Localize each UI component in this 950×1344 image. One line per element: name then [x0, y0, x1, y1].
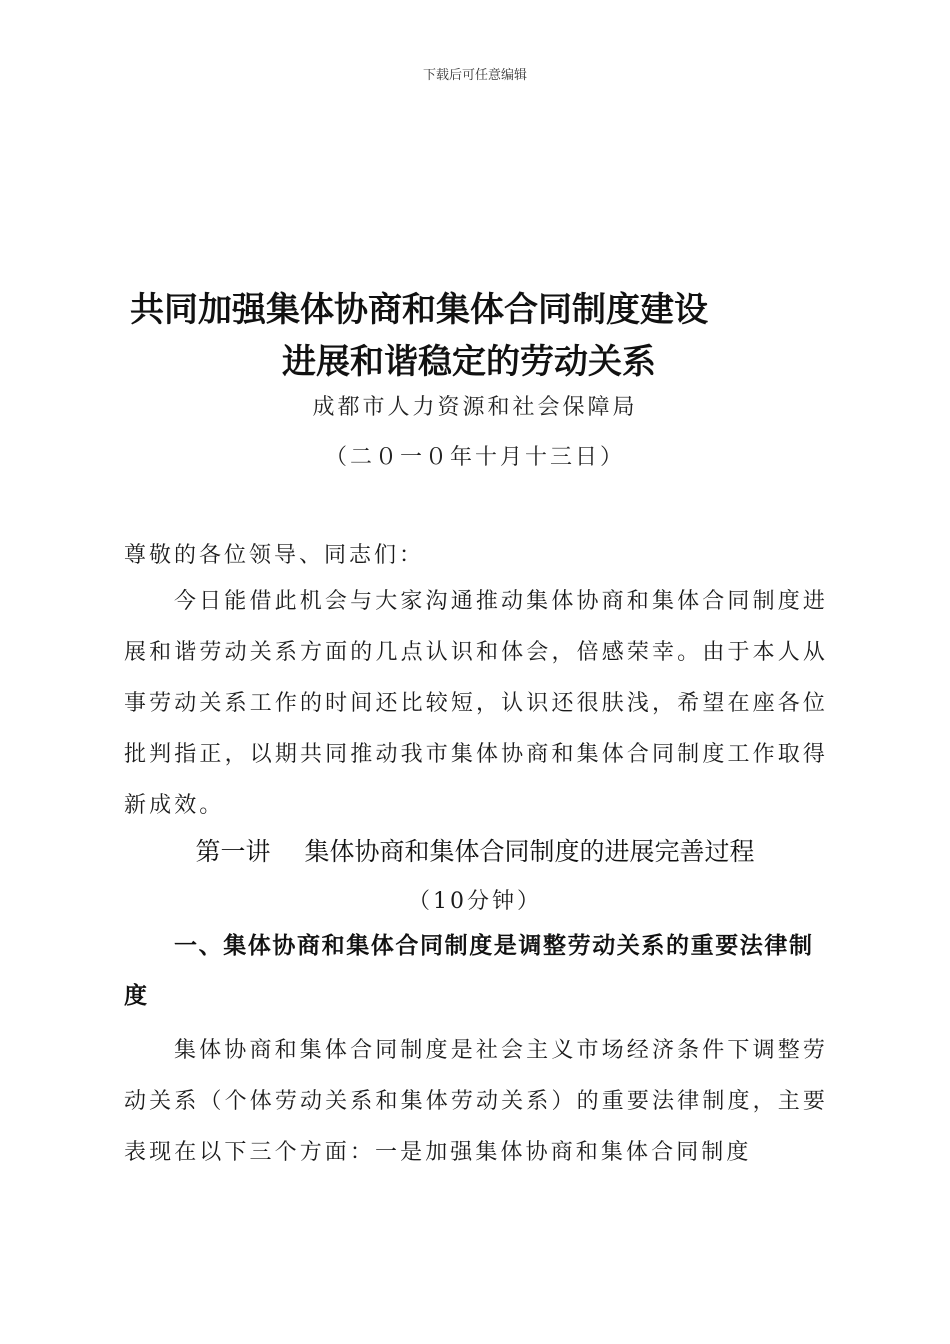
document-title-line-2: 进展和谐稳定的劳动关系	[282, 342, 656, 382]
section-body-paragraph: 集体协商和集体合同制度是社会主义市场经济条件下调整劳动关系（个体劳动关系和集体劳动关系）的重要法律制度，主要表现在以下三个方面：一是加强集体协商和集体合同制度	[124, 1038, 828, 1165]
document-title-line-1: 共同加强集体协商和集体合同制度建设	[130, 290, 708, 330]
intro-paragraph: 今日能借此机会与大家沟通推动集体协商和集体合同制度进展和谐劳动关系方面的几点认识和体会，倍感荣幸。由于本人从事劳动关系工作的时间还比较短，认识还很肤浅，希望在座各位批判指正，以期共同推动我市集体协商和集体合同制度工作取得新成效。	[124, 589, 828, 818]
issuing-organization: 成都市人力资源和社会保障局	[312, 395, 638, 420]
salutation: 尊敬的各位领导、同志们：	[124, 543, 425, 568]
lecture-number: 第一讲	[195, 837, 271, 866]
document-date: （二０一０年十月十三日）	[324, 445, 625, 470]
lecture-title: 集体协商和集体合同制度的进展完善过程	[304, 837, 755, 866]
lecture-heading	[0, 832, 950, 868]
header-note: 下载后可任意编辑	[422, 68, 527, 83]
lecture-duration: （10分钟）	[408, 889, 542, 914]
section-heading: 一、集体协商和集体合同制度是调整劳动关系的重要法律制度	[124, 933, 814, 1009]
